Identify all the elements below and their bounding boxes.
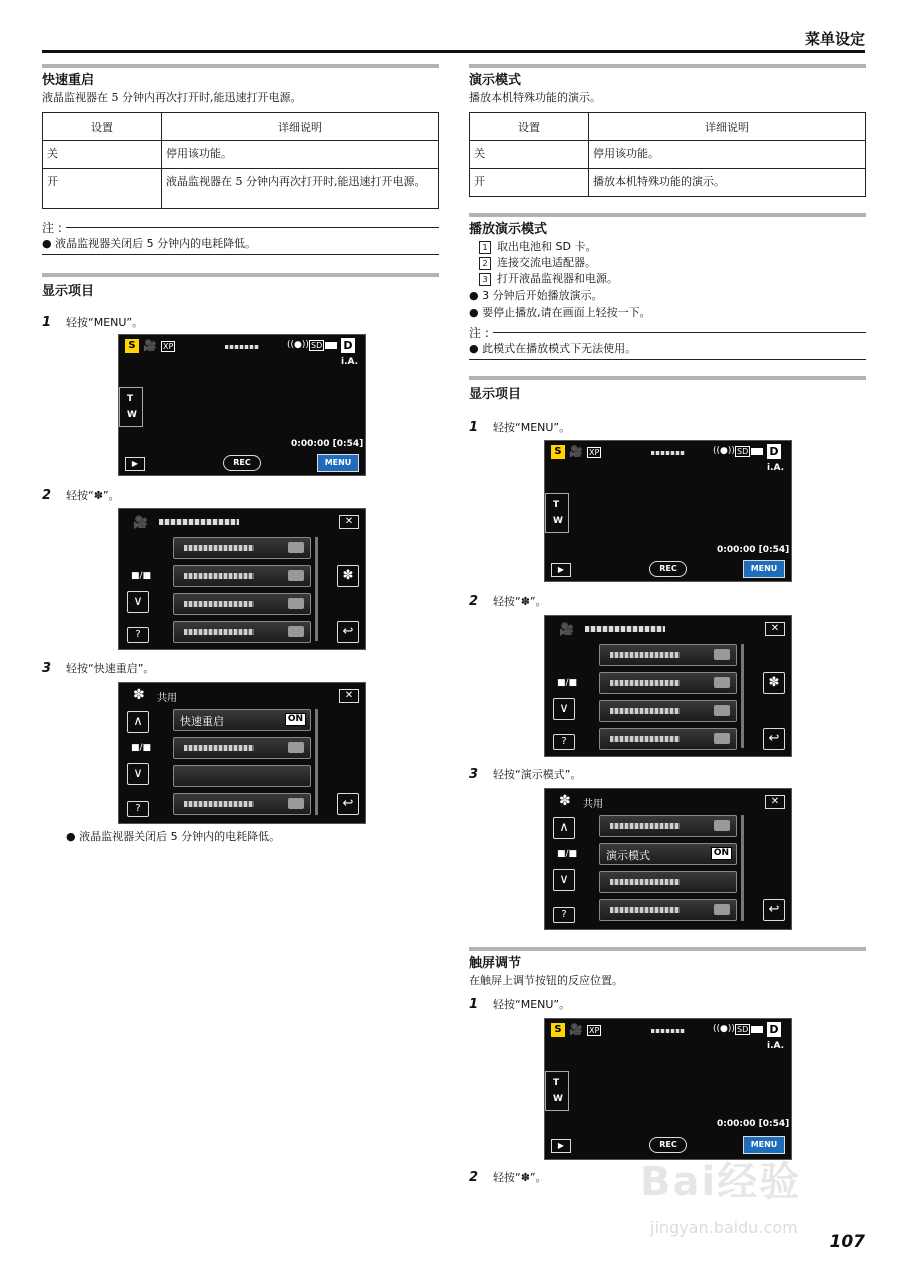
section-title-quick: 快速重启 — [42, 73, 95, 88]
scrollbar[interactable] — [315, 709, 318, 815]
touch-section — [469, 947, 866, 989]
gear-icon: ✽ — [133, 687, 145, 703]
ia-label: i.A. — [341, 357, 359, 367]
play-step-2: 2 连接交流电适配器。 — [469, 255, 866, 271]
section-bar — [42, 64, 439, 68]
sd-badge: SD — [311, 341, 323, 350]
step-2: 2 轻按“✽”。 — [469, 594, 547, 609]
table-header: 设置 — [43, 113, 162, 141]
chevron-down-icon[interactable]: ∨ — [553, 698, 575, 720]
table-cell: 停用该功能。 — [162, 141, 439, 169]
menu-item[interactable] — [599, 644, 737, 666]
settings-table-demo — [469, 112, 866, 197]
gear-icon[interactable]: ✽ — [337, 565, 359, 587]
zoom-tw[interactable]: T W — [119, 387, 143, 427]
table-header: 详细说明 — [589, 113, 866, 141]
gear-icon: ✽ — [559, 793, 571, 809]
table-cell: 开 — [470, 169, 589, 197]
close-icon[interactable]: ✕ — [765, 622, 785, 636]
menu-button[interactable]: MENU — [743, 1136, 785, 1154]
section-bar — [469, 64, 866, 68]
step-3: 3 轻按“演示模式”。 — [469, 767, 582, 782]
menu-item[interactable] — [173, 565, 311, 587]
scrollbar[interactable] — [315, 537, 318, 641]
section-title-touch: 触屏调节 — [469, 956, 522, 971]
play-step-1: 1 取出电池和 SD 卡。 — [469, 239, 866, 255]
table-cell: 关 — [43, 141, 162, 169]
common-menu-screen — [118, 682, 366, 824]
note-rule — [469, 359, 866, 360]
table-cell: 停用该功能。 — [589, 141, 866, 169]
zoom-tw[interactable]: T W — [545, 493, 569, 533]
menu-item[interactable] — [173, 793, 311, 815]
menu-title-blur — [585, 626, 665, 632]
menu-item[interactable] — [173, 593, 311, 615]
section-desc-touch: 在触屏上调节按钮的反应位置。 — [469, 974, 623, 987]
right-column — [469, 64, 866, 404]
battery-icon — [751, 448, 763, 455]
back-icon[interactable]: ↩ — [337, 621, 359, 643]
camera-icon: 🎥 — [143, 339, 157, 352]
menu-item[interactable] — [599, 672, 737, 694]
scrollbar[interactable] — [741, 644, 744, 748]
camera-icon: 🎥 — [569, 445, 583, 458]
menu-item[interactable] — [599, 815, 737, 837]
play-bullet: ● 要停止播放,请在画面上轻按一下。 — [469, 306, 651, 319]
table-cell: 开 — [43, 169, 162, 209]
page-indicator: ■/■ — [557, 678, 578, 688]
time-readout: 0:00:00 [0:54] — [291, 439, 364, 449]
chevron-down-icon[interactable]: ∨ — [127, 763, 149, 785]
section-bar — [469, 376, 866, 380]
left-column — [42, 64, 439, 301]
play-button[interactable]: ▶ — [551, 563, 571, 577]
settings-table-quick — [42, 112, 439, 209]
section-bar — [469, 947, 866, 951]
blur-text — [651, 451, 685, 455]
menu-title: 共用 — [157, 693, 177, 704]
xp-badge: XP — [589, 448, 600, 457]
table-cell: 液晶监视器在 5 分钟内再次打开时,能迅速打开电源。 — [162, 169, 439, 209]
help-button[interactable]: ? — [127, 801, 149, 817]
back-icon[interactable]: ↩ — [763, 899, 785, 921]
chevron-up-icon[interactable]: ∧ — [127, 711, 149, 733]
camera-icon: 🎥 — [569, 1023, 583, 1036]
menu-item[interactable] — [599, 700, 737, 722]
ia-label: i.A. — [767, 1041, 785, 1051]
battery-icon — [751, 1026, 763, 1033]
stabilizer-icon: ((●)) — [287, 340, 309, 350]
camera-record-screen — [544, 440, 792, 582]
rec-button[interactable]: REC — [223, 455, 261, 471]
sd-badge: SD — [737, 447, 749, 456]
menu-item[interactable] — [599, 899, 737, 921]
camera-record-screen — [118, 334, 366, 476]
menu-title: 共用 — [583, 799, 603, 810]
blur-text — [651, 1029, 685, 1033]
camera-menu-screen — [544, 615, 792, 757]
menu-item[interactable] — [599, 728, 737, 750]
menu-item[interactable] — [173, 537, 311, 559]
ia-label: i.A. — [767, 463, 785, 473]
s-badge: S — [551, 1023, 565, 1037]
note-label: 注 : — [469, 326, 489, 340]
menu-button[interactable]: MENU — [317, 454, 359, 472]
page-indicator: ■/■ — [131, 743, 152, 753]
table-cell: 关 — [470, 141, 589, 169]
bullet-note: ● 液晶监视器关闭后 5 分钟内的电耗降低。 — [66, 830, 281, 843]
rec-button[interactable]: REC — [649, 1137, 687, 1153]
sd-badge: SD — [737, 1025, 749, 1034]
camera-record-screen — [544, 1018, 792, 1160]
menu-item[interactable] — [599, 871, 737, 893]
menu-item-demo-mode[interactable]: 演示模式 ON — [599, 843, 737, 865]
step-1: 1 轻按“MENU”。 — [469, 997, 571, 1012]
chevron-down-icon[interactable]: ∨ — [553, 869, 575, 891]
close-icon[interactable]: ✕ — [339, 689, 359, 703]
table-cell: 播放本机特殊功能的演示。 — [589, 169, 866, 197]
back-icon[interactable]: ↩ — [763, 728, 785, 750]
step-1: 1 轻按“MENU”。 — [42, 315, 144, 330]
s-badge: S — [125, 339, 139, 353]
help-button[interactable]: ? — [553, 907, 575, 923]
time-readout: 0:00:00 [0:54] — [717, 1119, 790, 1129]
section-desc-quick: 液晶监视器在 5 分钟内再次打开时,能迅速打开电源。 — [42, 91, 302, 104]
chevron-down-icon[interactable]: ∨ — [127, 591, 149, 613]
gear-icon[interactable]: ✽ — [763, 672, 785, 694]
step-2: 2 轻按“✽”。 — [42, 488, 120, 503]
help-button[interactable]: ? — [127, 627, 149, 643]
xp-badge: XP — [163, 342, 174, 351]
camera-icon: 🎥 — [133, 515, 148, 529]
d-badge: D — [767, 444, 781, 459]
step-3: 3 轻按“快速重启”。 — [42, 661, 155, 676]
section-title-demo: 演示模式 — [469, 73, 522, 88]
play-button[interactable]: ▶ — [125, 457, 145, 471]
section-title-display: 显示项目 — [469, 387, 522, 402]
header-rule — [42, 50, 865, 53]
note-text: ● 此模式在播放模式下无法使用。 — [469, 342, 637, 355]
menu-item[interactable] — [173, 765, 311, 787]
step-1: 1 轻按“MENU”。 — [469, 420, 571, 435]
common-menu-screen — [544, 788, 792, 930]
table-header: 详细说明 — [162, 113, 439, 141]
help-button[interactable]: ? — [553, 734, 575, 750]
zoom-tw[interactable]: T W — [545, 1071, 569, 1111]
scrollbar[interactable] — [741, 815, 744, 921]
s-badge: S — [551, 445, 565, 459]
menu-item[interactable] — [173, 737, 311, 759]
note-text: ● 液晶监视器关闭后 5 分钟内的电耗降低。 — [42, 237, 257, 250]
xp-badge: XP — [589, 1026, 600, 1035]
camera-menu-screen — [118, 508, 366, 650]
time-readout: 0:00:00 [0:54] — [717, 545, 790, 555]
page-number: 107 — [829, 1232, 865, 1252]
d-badge: D — [341, 338, 355, 353]
close-icon[interactable]: ✕ — [765, 795, 785, 809]
section-desc-demo: 播放本机特殊功能的演示。 — [469, 91, 601, 104]
step-2: 2 轻按“✽”。 — [469, 1170, 547, 1185]
camera-icon: 🎥 — [559, 622, 574, 636]
play-button[interactable]: ▶ — [551, 1139, 571, 1153]
page-indicator: ■/■ — [557, 849, 578, 859]
page-indicator: ■/■ — [131, 571, 152, 581]
menu-item[interactable] — [173, 621, 311, 643]
menu-item-quick-restart[interactable]: 快速重启 ON — [173, 709, 311, 731]
section-bar — [42, 273, 439, 277]
stabilizer-icon: ((●)) — [713, 446, 735, 456]
back-icon[interactable]: ↩ — [337, 793, 359, 815]
chevron-up-icon[interactable]: ∧ — [553, 817, 575, 839]
watermark-url: jingyan.baidu.com — [650, 1218, 798, 1237]
section-title-play: 播放演示模式 — [469, 222, 548, 237]
watermark-logo: Bai经验 — [640, 1159, 802, 1205]
section-bar — [469, 213, 866, 217]
battery-icon — [325, 342, 337, 349]
d-badge: D — [767, 1022, 781, 1037]
table-header: 设置 — [470, 113, 589, 141]
menu-button[interactable]: MENU — [743, 560, 785, 578]
play-bullet: ● 3 分钟后开始播放演示。 — [469, 289, 603, 302]
note-label: 注 : — [42, 221, 62, 235]
note-heading — [42, 219, 439, 236]
close-icon[interactable]: ✕ — [339, 515, 359, 529]
stabilizer-icon: ((●)) — [713, 1024, 735, 1034]
page-header-title: 菜单设定 — [804, 30, 865, 48]
blur-text — [225, 345, 259, 349]
note-heading — [469, 324, 866, 341]
section-title-display: 显示项目 — [42, 284, 95, 299]
rec-button[interactable]: REC — [649, 561, 687, 577]
note-rule — [42, 254, 439, 255]
play-step-3: 3 打开液晶监视器和电源。 — [469, 271, 866, 287]
menu-title-blur — [159, 519, 239, 525]
